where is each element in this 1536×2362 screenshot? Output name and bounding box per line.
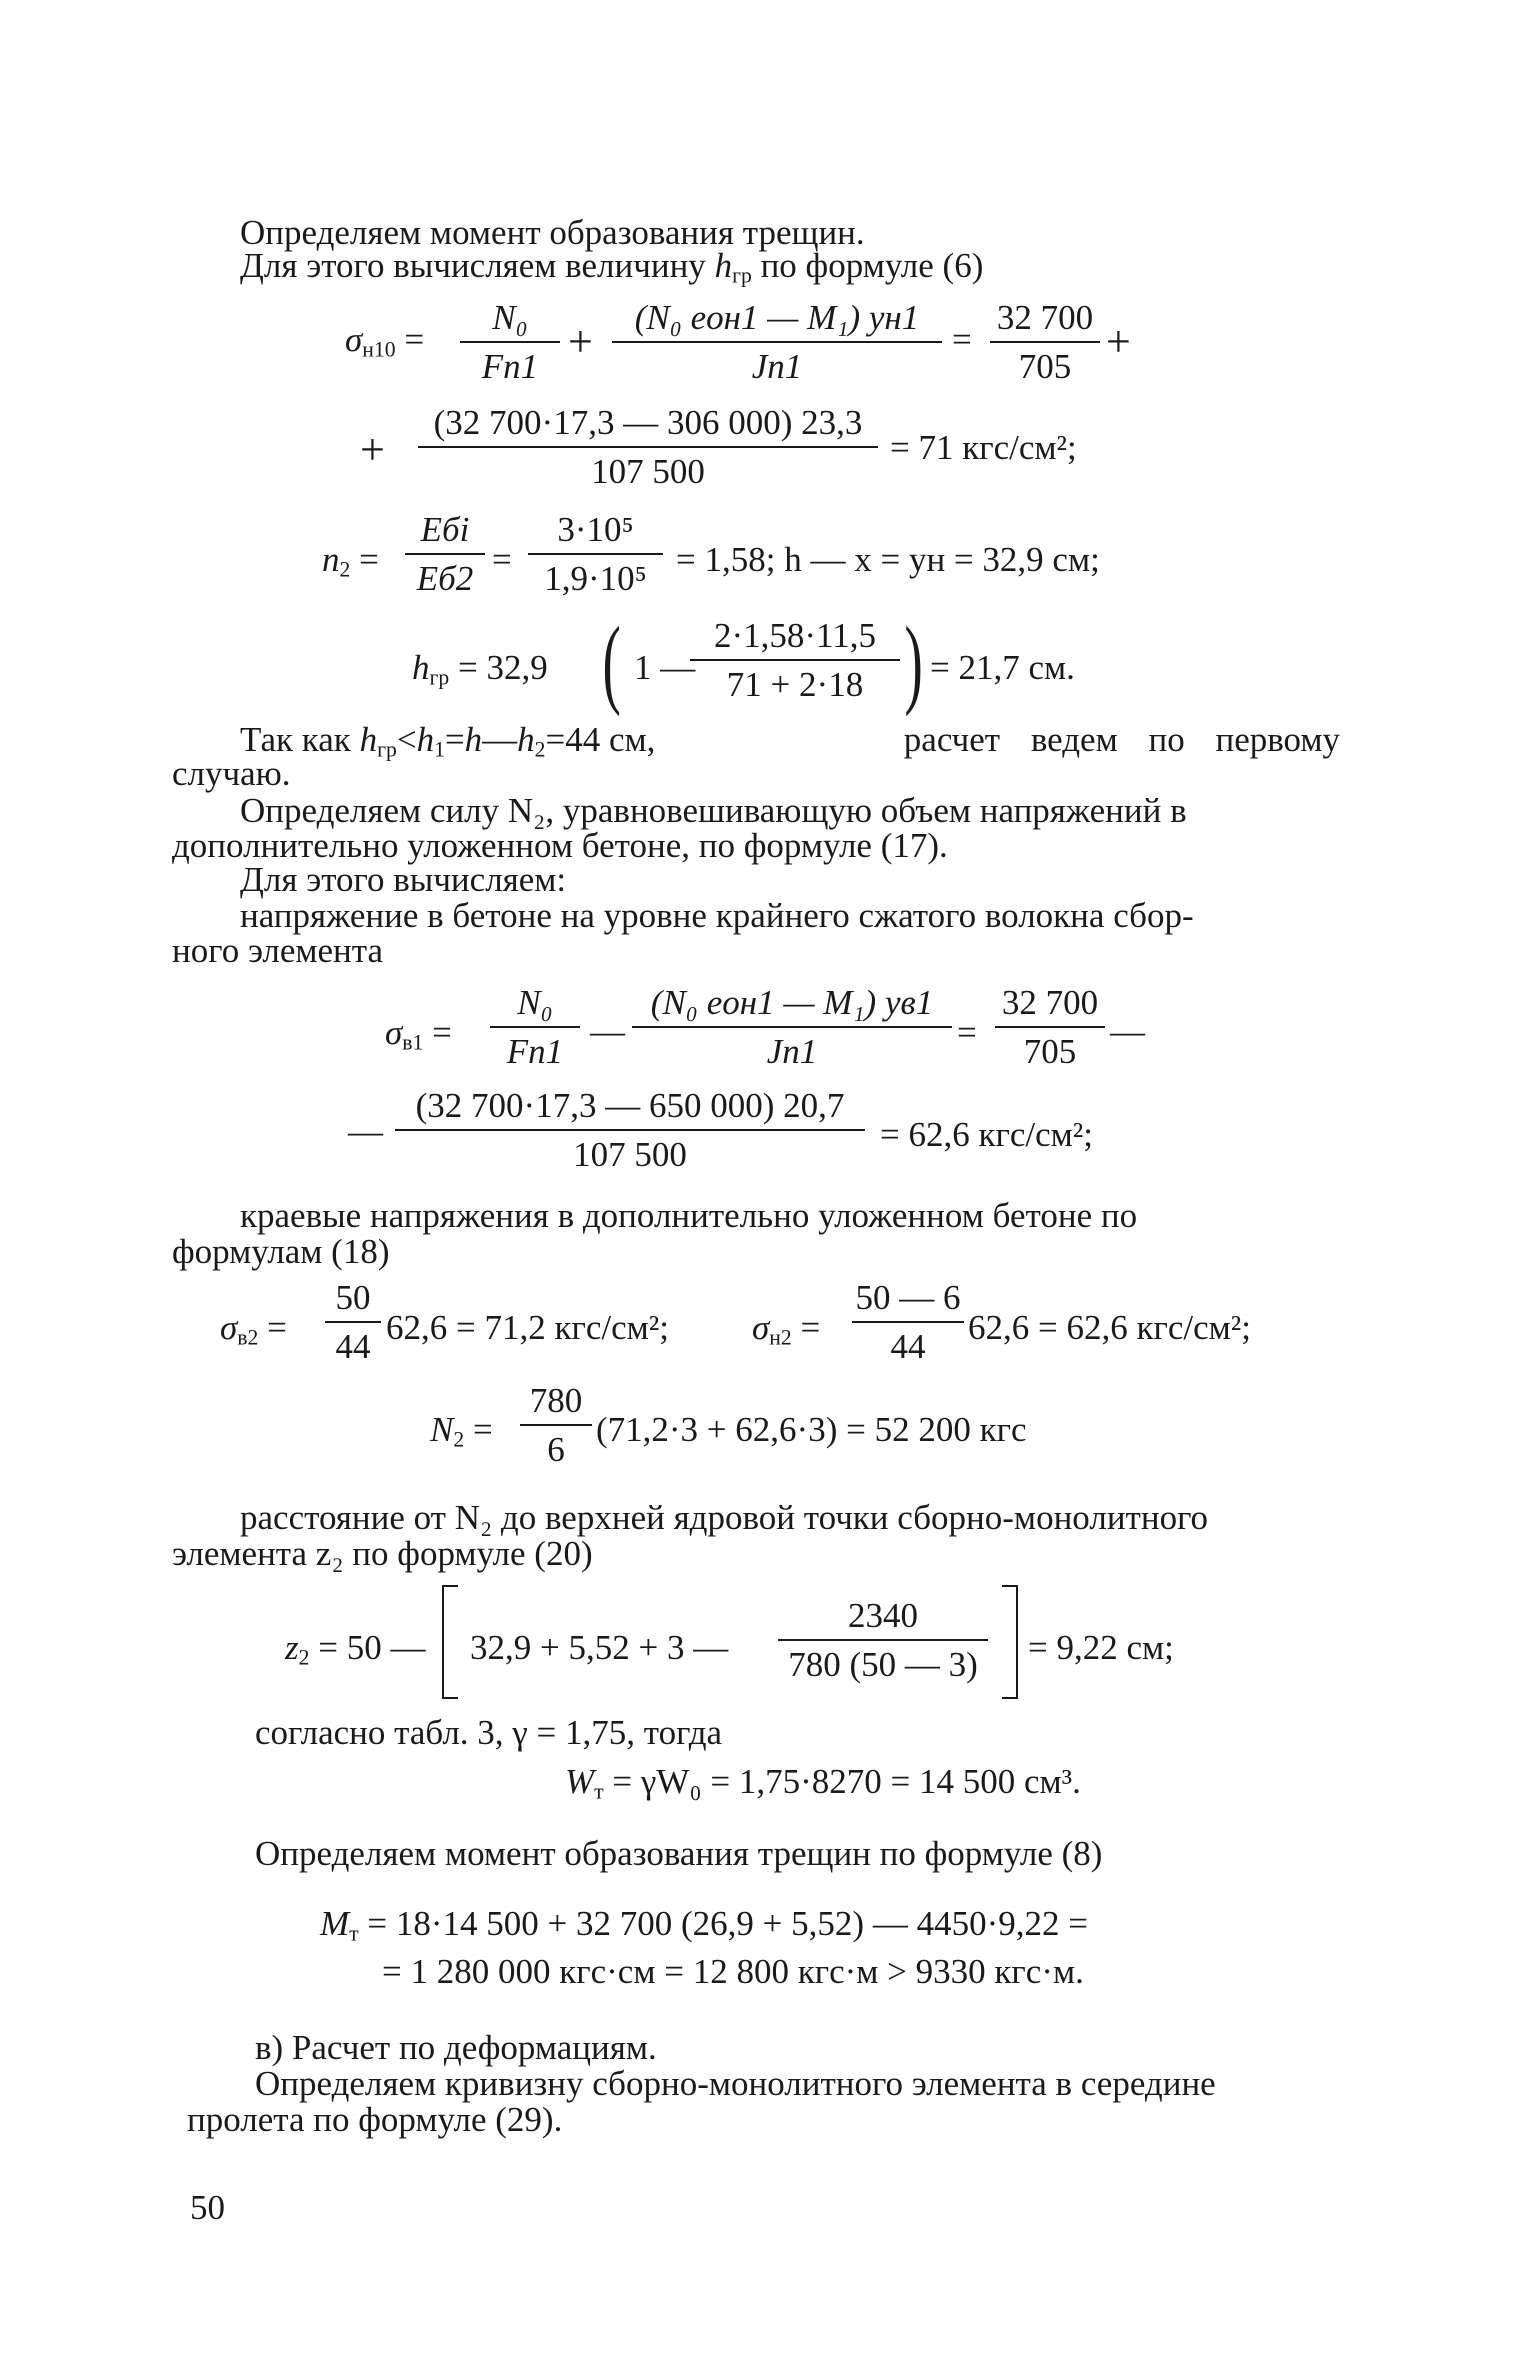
equation-term: 1 — [634,648,696,687]
fraction: 780 6 [520,1383,592,1467]
fraction: 32 700 705 [995,985,1105,1069]
equation-result: = 9,22 см; [1028,1628,1174,1667]
text-line: Определяем кривизну сборно-монолитного элемента в середине [255,2064,1216,2103]
fraction: 2340 780 (50 — 3) [778,1598,988,1682]
fraction: 3·10⁵ 1,9·10⁵ [528,512,663,596]
text-line: случаю. [172,754,291,793]
minus-sign: — [348,1112,383,1151]
equation-lhs: $z_2 = 50$ — [285,1628,426,1670]
equation: $M_т = 18\cdot 14$ 500 + 32 700 (26,9 + 5,52) — 4450·9,22 = [320,1904,1088,1946]
fraction: Eбi Eб2 [405,512,485,596]
equation: $W_т = \gamma W_0 = 1,75\cdot 8270 = 14$ 500 см³. [565,1762,1081,1804]
equation-result: = 71 кгс/см²; [890,428,1077,467]
equation-lhs: $n_2$ = [322,540,379,582]
text-line: Определяем момент образования трещин. [240,213,865,252]
text-line: согласно табл. 3, γ = 1,75, тогда [255,1713,723,1752]
fraction: (N₀ eон1 — M₁) yв1 Jп1 [632,985,952,1069]
left-paren: ( [602,606,621,717]
equation-result: (71,2·3 + 62,6·3) = 52 200 кгс [596,1410,1027,1449]
fraction: (32 700·17,3 — 306 000) 23,3 107 500 [418,405,878,489]
minus-sign: — [590,1012,625,1051]
right-bracket [1002,1585,1018,1699]
fraction: (32 700·17,3 — 650 000) 20,7 107 500 [395,1088,865,1172]
text-line: Для этого вычисляем величину $h_{гр}$ по формуле (6) [240,246,984,288]
fraction: 50 44 [325,1280,381,1364]
text-line: ного элемента [172,931,384,970]
minus-sign: — [1110,1012,1145,1051]
equation-result: = 1,58; h — x = yн = 32,9 см; [676,540,1100,579]
fraction: N₀ Fп1 [460,300,560,384]
equation-term: 62,6 = 71,2 кгс/см²; [386,1308,670,1347]
equation: = 1 280 000 кгс·см = 12 800 кгс·м > 9330 кгс·м. [382,1952,1084,1991]
equation-term: 32,9 + 5,52 + 3 — [470,1628,729,1667]
text-line: Так как $h_{гр}<h_1=h—h_2=44$ см, расчет ведем по первому [240,720,1340,762]
equation-lhs: $h_{гр} = 32,9$ [412,648,548,690]
equation-lhs: $\sigma_{н10}$ = [345,320,425,362]
equals-sign: = [957,1013,977,1052]
text-line: Для этого вычисляем: [240,860,567,899]
text-line: краевые напряжения в дополнительно уложенном бетоне по [240,1196,1138,1235]
section-heading: в) Расчет по деформациям. [255,2028,657,2067]
fraction: 50 — 6 44 [852,1280,964,1364]
equation-lhs: $N_2$ = [430,1410,493,1452]
text-line: пролета по формуле (29). [187,2100,563,2139]
text-line: напряжение в бетоне на уровне крайнего сжатого волокна сбор- [240,896,1194,935]
equation-result: = 62,6 кгс/см²; [880,1115,1094,1154]
equation-result: = 21,7 см. [930,648,1075,687]
equals-sign: = [492,540,512,579]
fraction: 2·1,58·11,5 71 + 2·18 [690,618,900,702]
plus-sign: + [360,425,385,474]
equation-lhs: $\sigma_{н2}$ = [752,1308,821,1350]
equation-lhs: $\sigma_{в2}$ = [220,1308,287,1350]
fraction: 32 700 705 [990,300,1100,384]
page-number: 50 [190,2188,225,2227]
text-line: элемента z₂ по формуле (20) [172,1534,593,1573]
plus-sign: + [1106,317,1131,366]
plus-sign: + [568,317,593,366]
equation-result: 62,6 = 62,6 кгс/см²; [968,1308,1252,1347]
left-bracket [442,1585,458,1699]
right-paren: ) [904,606,923,717]
text-line: дополнительно уложенном бетоне, по формуле (17). [172,826,948,865]
fraction: (N₀ eон1 — M₁) yн1 Jп1 [612,300,942,384]
equation-lhs: $\sigma_{в1}$ = [385,1013,452,1055]
equals-sign: = [952,320,972,359]
fraction: N₀ Fп1 [490,985,580,1069]
text-line: расстояние от N₂ до верхней ядровой точки сборно-монолитного [240,1498,1209,1537]
text-line: Определяем момент образования трещин по формуле (8) [255,1834,1103,1873]
text-line: Определяем силу N₂, уравновешивающую объем напряжений в [240,791,1187,830]
text-line: формулам (18) [172,1232,390,1271]
